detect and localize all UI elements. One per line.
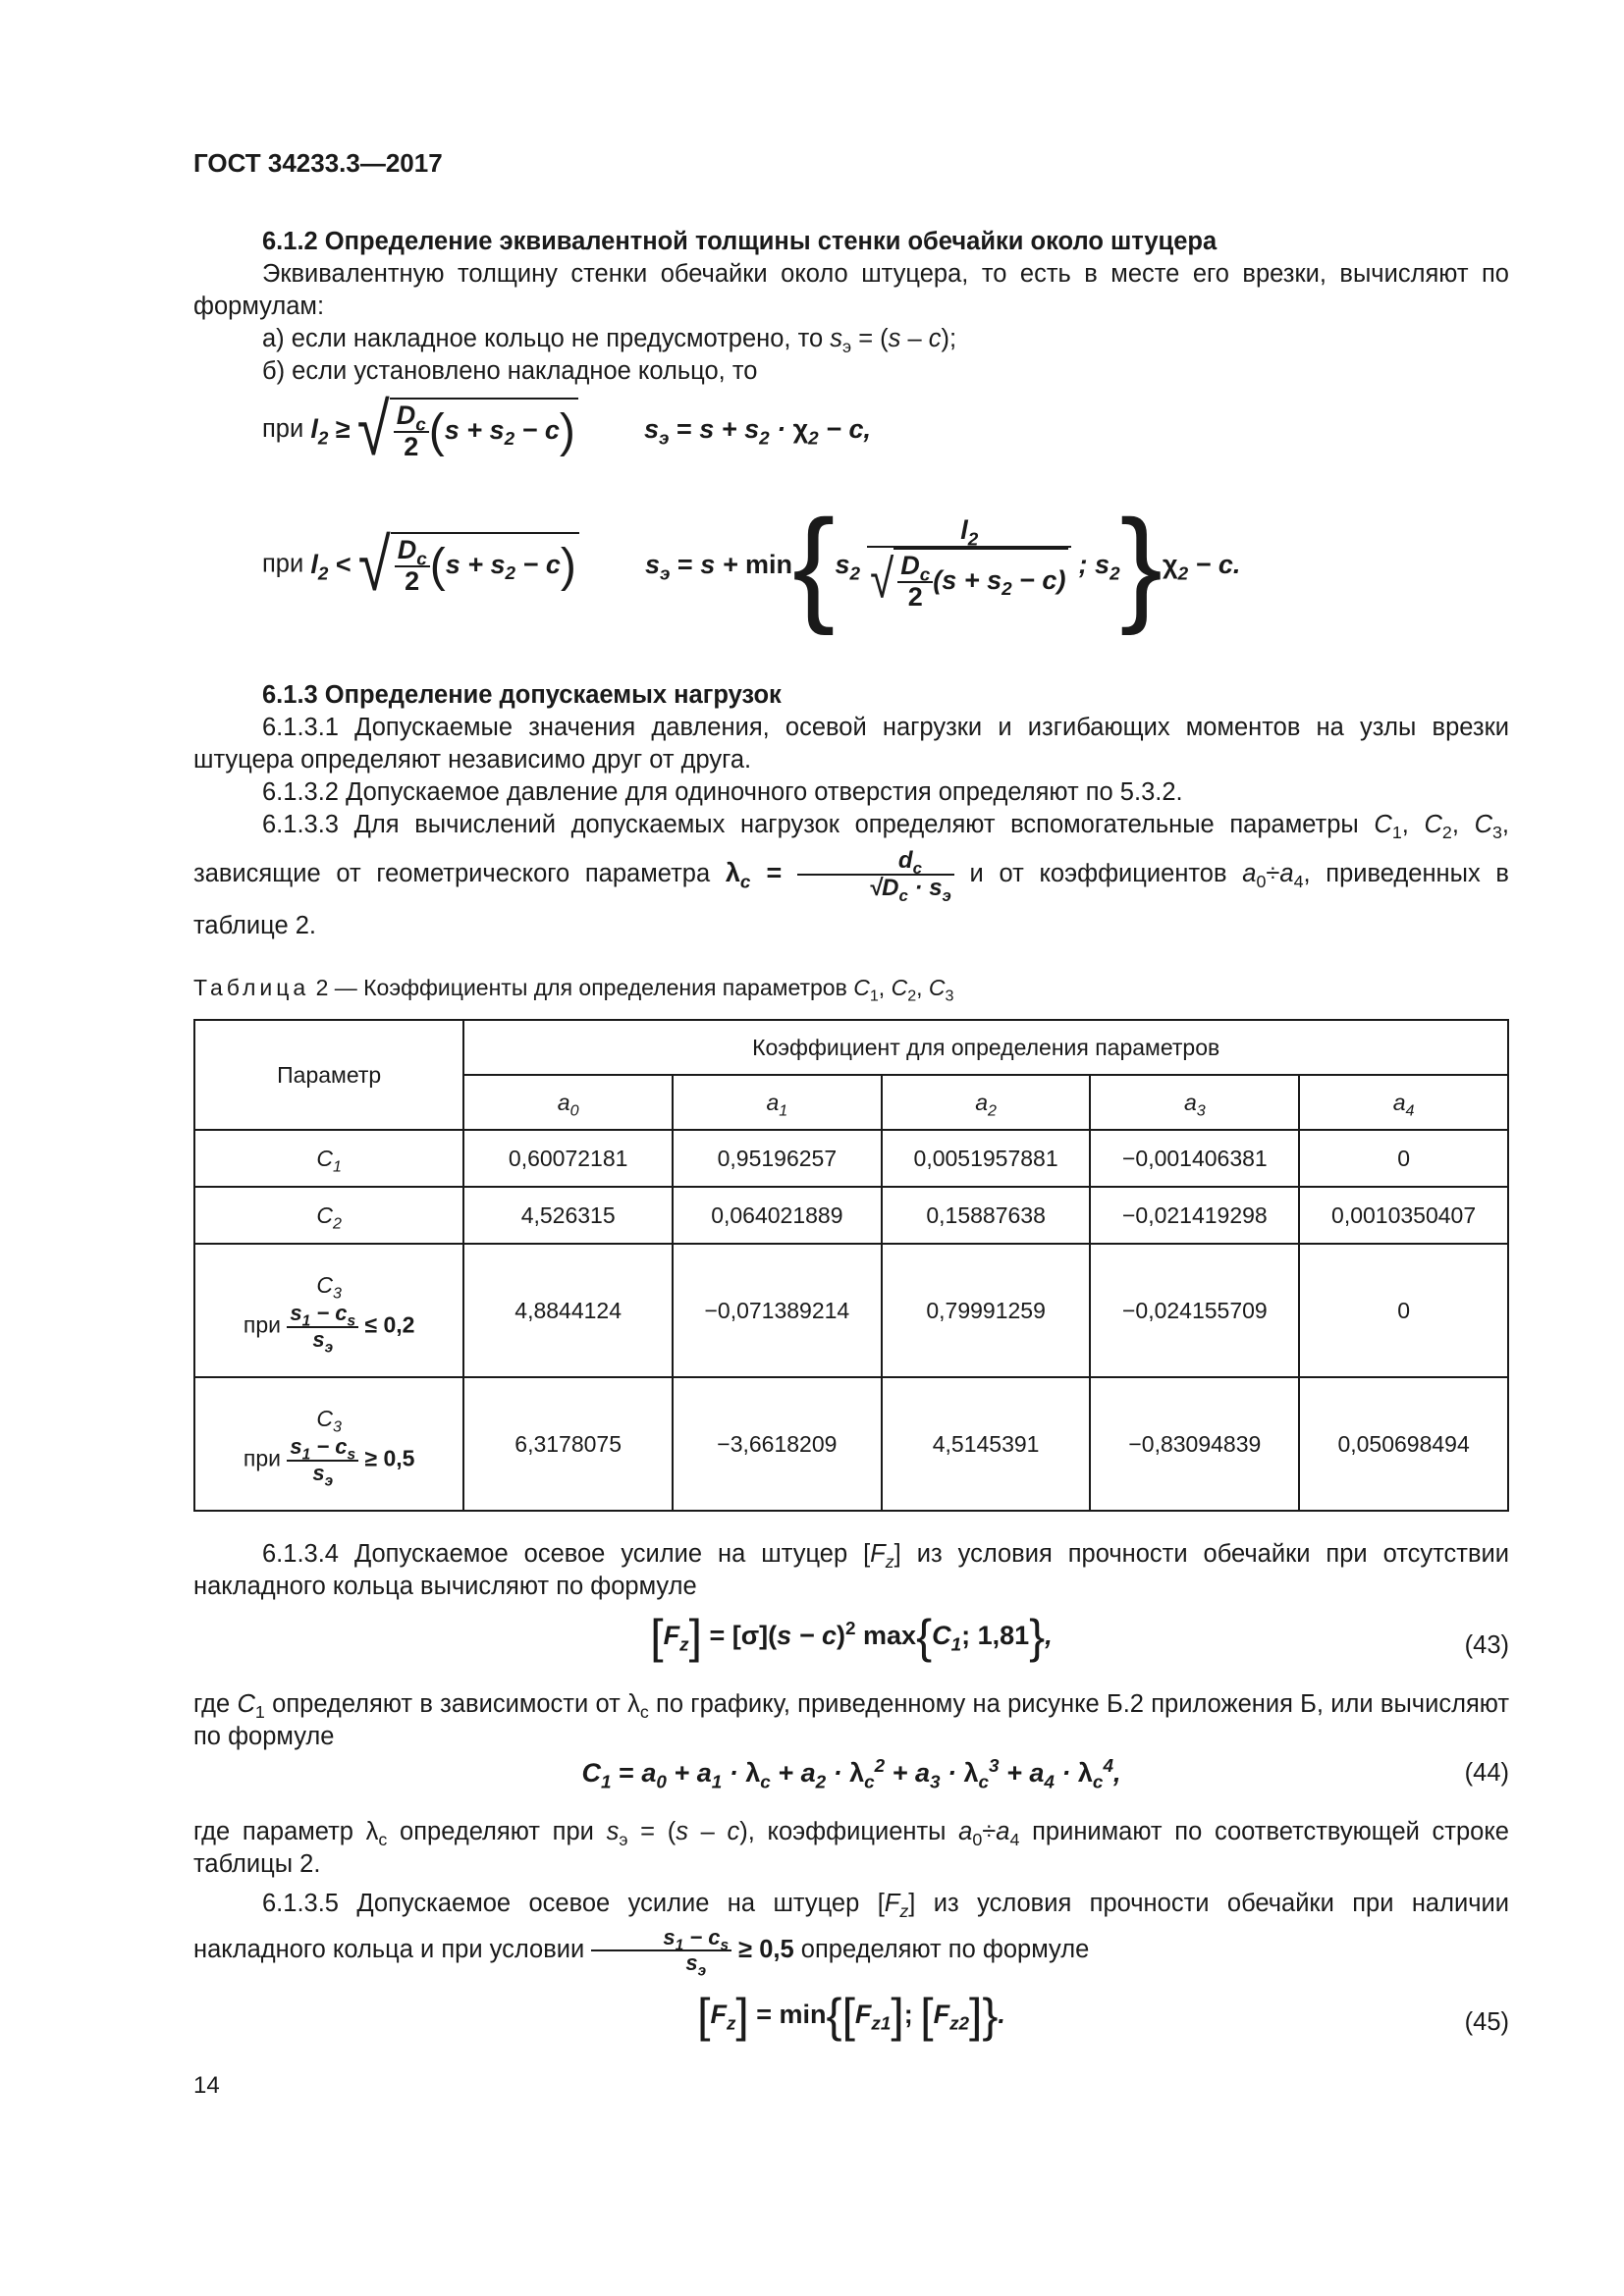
table-cell: 0,0010350407 <box>1299 1187 1508 1244</box>
table-cell: 4,8844124 <box>463 1244 673 1377</box>
table-row <box>194 1130 1508 1187</box>
table-cell: 0,79991259 <box>882 1244 1091 1377</box>
heading-6-1-3: 6.1.3 Определение допускаемых нагрузок <box>262 681 782 709</box>
table-cell: 0,0051957881 <box>882 1130 1091 1187</box>
eq-number-44: (44) <box>1464 1759 1509 1787</box>
header-param: Параметр <box>194 1020 463 1130</box>
equation-44: $C_1 = a_0 + a_1 \cdot \lambda_c + a_2 \cdot \lambda_c^2 + a_3 \cdot \lambda_c^3 + a_4 \cdot \lambda_c^4$, (44) <box>581 1756 1509 1793</box>
param-c1: $C_1$ <box>194 1130 463 1187</box>
table-cell: −0,83094839 <box>1090 1377 1299 1511</box>
table-cell: 0,60072181 <box>463 1130 673 1187</box>
doc-code-header: ГОСТ 34233.3—2017 <box>193 148 443 178</box>
header-a2: $a_2$ <box>882 1075 1091 1130</box>
equation-45: $[F_z] = \min\{[F_{z1}]$; $[F_{z2}]$}. (45) <box>697 1990 1509 2043</box>
para-6-1-3-2: 6.1.3.2 Допускаемое давление для одиночного отверстия определяют по 5.3.2. <box>262 778 1183 806</box>
para-6-1-3-5: 6.1.3.5 Допускаемое осевое усилие на штуцер $[F_z]$ из условия прочности обечайки при наличии накладного кольца и при условии $\frac{s_1 - c_s}{s_э}$ ≥ 0,5 определяют по формуле <box>193 1890 1510 1980</box>
section-6-1-3 <box>193 679 1509 949</box>
formula-se-1: при $l_2$ ≥ √ $\frac{D_c}{2}$ $(s + s_2 - c)$ $s_э = s + s_2 \cdot \chi_2 - c$, <box>262 388 872 471</box>
table-cell: 6,3178075 <box>463 1377 673 1511</box>
eq-number-43: (43) <box>1464 1631 1509 1659</box>
table-cell: −0,001406381 <box>1090 1130 1299 1187</box>
header-a1: $a_1$ <box>673 1075 882 1130</box>
para-c1-desc: где $C_1$ определяют в зависимости от $\lambda_c$ по графику, приведенному на рисунке Б.2 приложения Б, или вычисляют по формуле <box>193 1690 1509 1750</box>
table-cell: −3,6618209 <box>673 1377 882 1511</box>
para-6-1-3-4: 6.1.3.4 Допускаемое осевое усилие на штуцер $[F_z]$ из условия прочности обечайки при отсутствии накладного кольца вычисляют по формуле <box>193 1540 1509 1600</box>
param-c3-le: $C_3$ при $\frac{s_1 - c_s}{s_э}$ ≤ 0,2 <box>194 1244 463 1377</box>
header-a4: $a_4$ <box>1299 1075 1508 1130</box>
equation-43: $[F_z] = [\sigma](s - c)^2$ $\max\{C_1$; 1,81}, (43) <box>650 1611 1509 1664</box>
table-row <box>194 1187 1508 1244</box>
heading-6-1-2: 6.1.2 Определение эквивалентной толщины стенки обечайки около штуцера <box>262 228 1218 255</box>
param-c2: $C_2$ <box>194 1187 463 1244</box>
para-lambda-desc: где параметр $\lambda_c$ определяют при $s_э = (s - c)$, коэффициенты $a_0\div a_4$ принимают по соответствующей строке таблицы 2. <box>193 1818 1509 1878</box>
table-cell: 0 <box>1299 1130 1508 1187</box>
table-cell: 0,95196257 <box>673 1130 882 1187</box>
header-a3: $a_3$ <box>1090 1075 1299 1130</box>
table-cell: −0,071389214 <box>673 1244 882 1377</box>
table-cell: −0,024155709 <box>1090 1244 1299 1377</box>
table-row <box>194 1377 1508 1511</box>
para-6-1-3-3: 6.1.3.3 Для вычислений допускаемых нагрузок определяют вспомогательные параметры $C_1$, $C_2$, $C_3$, зависящие от геометрического параметра $\lambda_c$ = $\frac{d_c}{√D_c \cdot s_э}$ и от коэффициентов $a_0\div a_4$, приведенных в таблице 2. <box>193 811 1510 939</box>
formula-pri-label: при <box>262 415 304 444</box>
para-case-a: а) если накладное кольцо не предусмотрено, то $s_э = (s - c)$; <box>262 325 957 357</box>
eq-number-45: (45) <box>1464 2008 1509 2036</box>
header-a0: $a_0$ <box>463 1075 673 1130</box>
table-cell: 0,15887638 <box>882 1187 1091 1244</box>
table-cell: 0,050698494 <box>1299 1377 1508 1511</box>
table-cell: −0,021419298 <box>1090 1187 1299 1244</box>
coefficients-table <box>193 1019 1509 1512</box>
page-number: 14 <box>193 2072 220 2099</box>
formula-pri-label-2: при <box>262 550 304 578</box>
para-6-1-2-intro: Эквивалентную толщину стенки обечайки около штуцера, то есть в месте его врезки, вычисляют по формулам: <box>193 260 1509 320</box>
header-coef-group: Коэффициент для определения параметров <box>463 1020 1508 1075</box>
table-cell: 0 <box>1299 1244 1508 1377</box>
formula-se-2: при $l_2$ < √ $\frac{D_c}{2}$ $(s + s_2 - c)$ $s_э = s + \min\{s_2$ $l_2$ √ $\frac{D_c}{2}$ $(s + s_2 - c)$ ; $s_2\}\chi_2 - c$. <box>262 493 1241 636</box>
para-case-b: б) если установлено накладное кольцо, то <box>262 357 758 385</box>
table-cell: 4,5145391 <box>882 1377 1091 1511</box>
table-caption: Таблица 2 — Коэффициенты для определения параметров $C_1$, $C_2$, $C_3$ <box>193 975 954 1005</box>
para-6-1-3-1: 6.1.3.1 Допускаемые значения давления, осевой нагрузки и изгибающих моментов на узлы врезки штуцера определяют независимо друг от друга. <box>193 714 1509 774</box>
param-c3-ge: $C_3$ при $\frac{s_1 - c_s}{s_э}$ ≥ 0,5 <box>194 1377 463 1511</box>
table-cell: 0,064021889 <box>673 1187 882 1244</box>
table-cell: 4,526315 <box>463 1187 673 1244</box>
section-6-1-2 <box>193 226 1509 388</box>
table-row <box>194 1244 1508 1377</box>
